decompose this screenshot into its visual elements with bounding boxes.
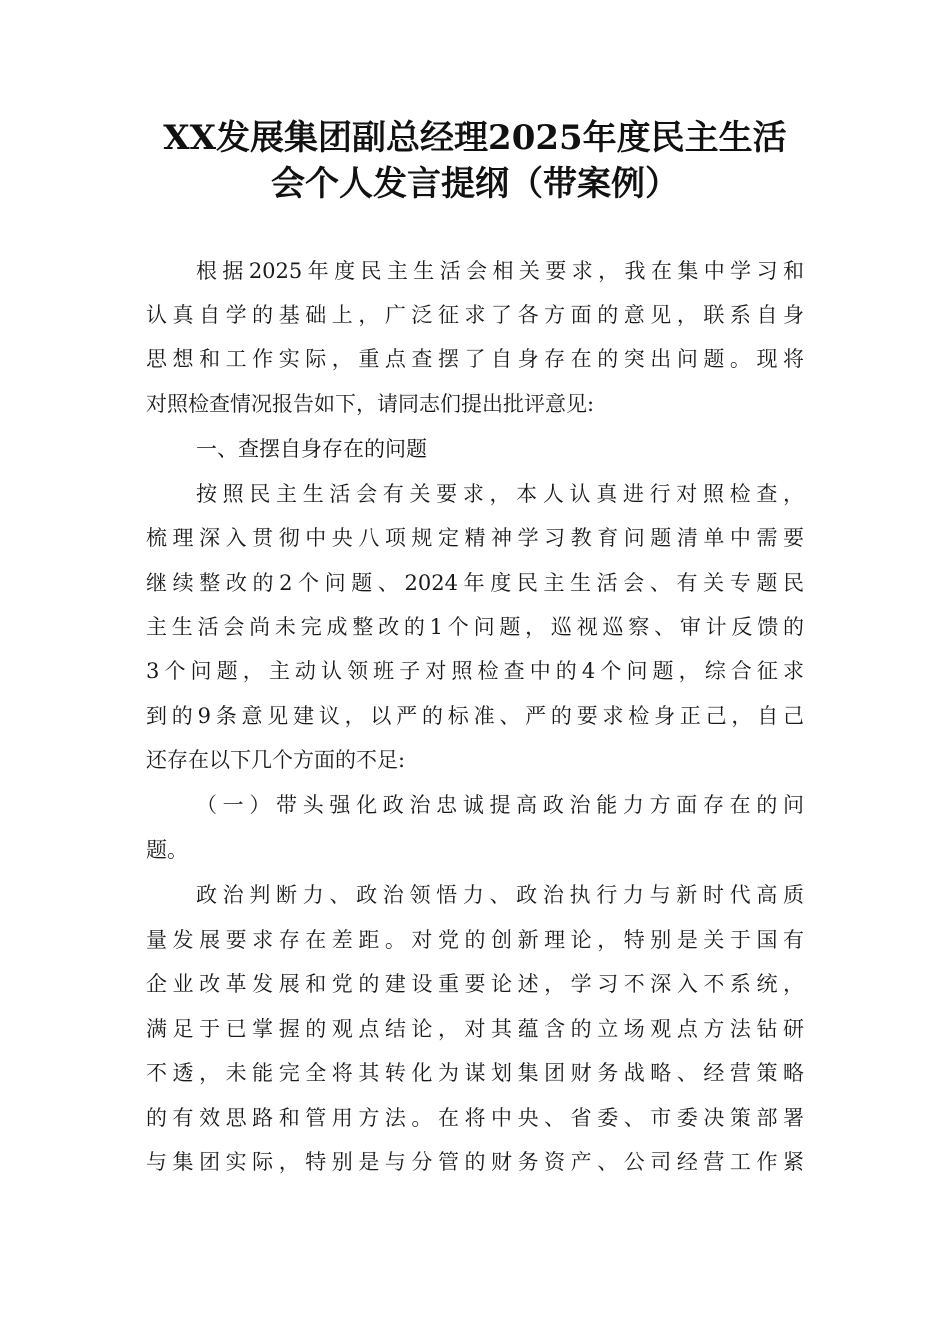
subsection-heading-line-2: 题。 — [146, 838, 188, 862]
subsection-heading-line-1: （一）带头强化政治忠诚提高政治能力方面存在的问 — [196, 793, 804, 817]
subsection1-line-3: 企业改革发展和党的建设重要论述，学习不深入不系统， — [146, 972, 804, 996]
subsection1-line-1: 政治判断力、政治领悟力、政治执行力与新时代高质 — [196, 883, 804, 907]
intro-line-3: 思想和工作实际，重点查摆了自身存在的突出问题。现将 — [146, 347, 804, 371]
section1-line-5: 3个问题，主动认领班子对照检查中的4个问题，综合征求 — [146, 659, 804, 683]
subsection1-line-2: 量发展要求存在差距。对党的创新理论，特别是关于国有 — [146, 928, 804, 952]
section1-line-7: 还存在以下几个方面的不足: — [146, 748, 406, 772]
section1-line-1: 按照民主生活会有关要求，本人认真进行对照检查， — [196, 482, 804, 506]
section1-line-3: 继续整改的2个问题、2024年度民主生活会、有关专题民 — [146, 571, 804, 595]
section-heading: 一、查摆自身存在的问题 — [196, 437, 427, 461]
subsection1-line-6: 的有效思路和管用方法。在将中央、省委、市委决策部署 — [146, 1106, 804, 1130]
subsection1-line-7: 与集团实际，特别是与分管的财务资产、公司经营工作紧 — [146, 1150, 804, 1174]
subsection1-line-4: 满足于已掌握的观点结论，对其蕴含的立场观点方法钻研 — [146, 1017, 804, 1041]
document-title-line-2: 会个人发言提纲（带案例） — [271, 164, 679, 204]
section1-line-2: 梳理深入贯彻中央八项规定精神学习教育问题清单中需要 — [146, 526, 804, 550]
subsection1-line-5: 不透，未能完全将其转化为谋划集团财务战略、经营策略 — [146, 1061, 804, 1085]
intro-line-1: 根据2025年度民主生活会相关要求，我在集中学习和 — [196, 259, 804, 283]
section1-line-6: 到的9条意见建议，以严的标准、严的要求检身正己，自己 — [146, 704, 804, 728]
intro-line-4: 对照检查情况报告如下，请同志们提出批评意见: — [146, 392, 595, 416]
document-title-line-1: XX发展集团副总经理2025年度民主生活 — [163, 118, 787, 158]
intro-line-2: 认真自学的基础上，广泛征求了各方面的意见，联系自身 — [146, 303, 804, 327]
section1-line-4: 主生活会尚未完成整改的1个问题，巡视巡察、审计反馈的 — [146, 615, 804, 639]
